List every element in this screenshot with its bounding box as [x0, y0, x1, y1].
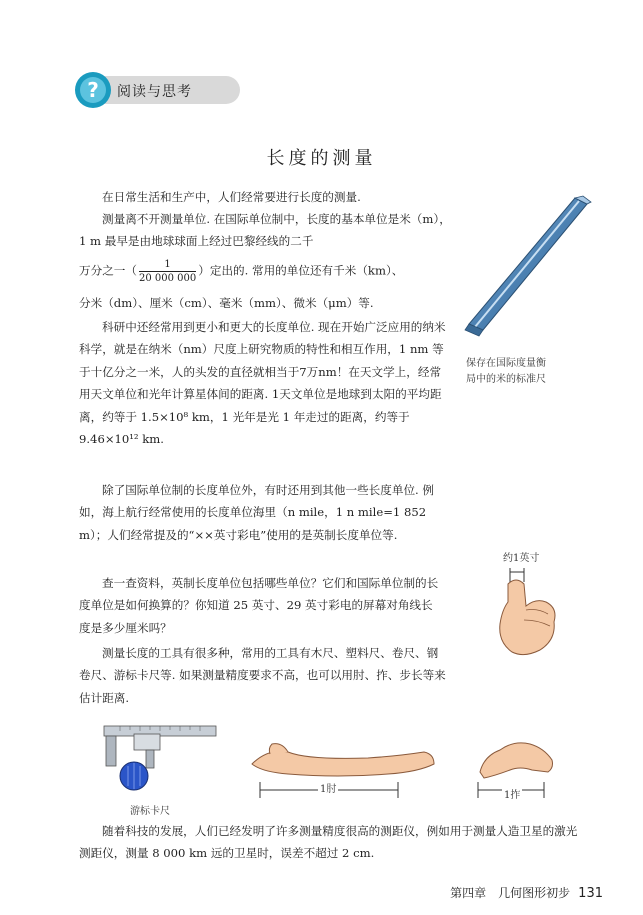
paragraph-7: 随着科技的发展，人们已经发明了许多测量精度很高的测距仪，例如用于测量人造卫星的激光测距仪，测量 8 000 km 远的卫星时，误差不超过 2 cm. — [79, 824, 578, 861]
paragraph-3: 科研中还经常用到更小和更大的长度单位. 现在开始广泛应用的纳米科学，就是在纳米（nm）尺度上研究物质的特性和相互作用，1 nm 等于十亿分之一米，人的头发的直径就相当于7万nm！在天文学上，经常用天文单位和光年计算星体间的距离. 1天文单位是地球到太阳的平均距离，约等于 1.5×10⁸ km，1 光年是光 1 年走过的距离，约等于 9.46×10¹² km. — [79, 320, 446, 447]
forearm-cubit-image — [248, 738, 438, 800]
fraction-numerator: 1 — [139, 258, 196, 272]
paragraph-1: 在日常生活和生产中，人们经常要进行长度的测量. — [102, 190, 361, 204]
paragraph-5: 查一查资料，英制长度单位包括哪些单位？它们和国际单位制的长度单位是如何换算的？你知道 25 英寸、29 英寸彩电的屏幕对角线长度是多少厘米吗？ — [79, 576, 439, 635]
chapter-label: 第四章 几何图形初步 — [450, 886, 571, 900]
meter-bar-caption: 保存在国际度量衡 局中的米的标准尺 — [466, 358, 546, 385]
thumb-inch-image — [484, 562, 564, 662]
fraction-denominator: 20 000 000 — [138, 273, 197, 284]
vernier-caliper-image — [100, 720, 220, 792]
badge-label: 阅读与思考 — [117, 84, 192, 100]
question-icon — [73, 70, 113, 110]
paragraph-4: 除了国际单位制的长度单位外，有时还用到其他一些长度单位. 例如，海上航行经常使用的长度单位海里（n mile，1 n mile=1 852 m）；人们经常提及的“××英寸彩电”使用的是英制长度单位等. — [79, 483, 434, 542]
hand-span-caption: 1拃 — [502, 786, 522, 801]
svg-text:?: ? — [87, 78, 99, 102]
page-title: 长度的测量 — [266, 148, 377, 169]
fraction — [139, 258, 196, 285]
page-footer — [450, 884, 603, 901]
fraction-suffix: ）定出的. 常用的单位还有千米（km）、 — [198, 263, 404, 278]
fraction-prefix: 万分之一（ — [79, 263, 137, 278]
inch-caption: 约1英寸 — [503, 553, 540, 564]
standard-meter-bar-image — [455, 190, 595, 340]
paragraph-2b: 分米（dm）、厘米（cm）、毫米（mm）、微米（μm）等. — [79, 296, 374, 310]
forearm-caption: 1肘 — [318, 780, 338, 795]
paragraph-2a: 测量离不开测量单位. 在国际单位制中，长度的基本单位是米（m），1 m 最早是由地球球面上经过巴黎经线的二千 — [79, 212, 451, 249]
section-badge — [73, 70, 240, 110]
fraction-line — [79, 258, 403, 285]
paragraph-6: 测量长度的工具有很多种，常用的工具有木尺、塑料尺、卷尺、钢卷尺、游标卡尺等. 如果测量精度要求不高，也可以用肘、拃、步长等来估计距离. — [79, 646, 446, 705]
caliper-caption: 游标卡尺 — [130, 806, 170, 817]
page-number: 131 — [578, 886, 603, 901]
